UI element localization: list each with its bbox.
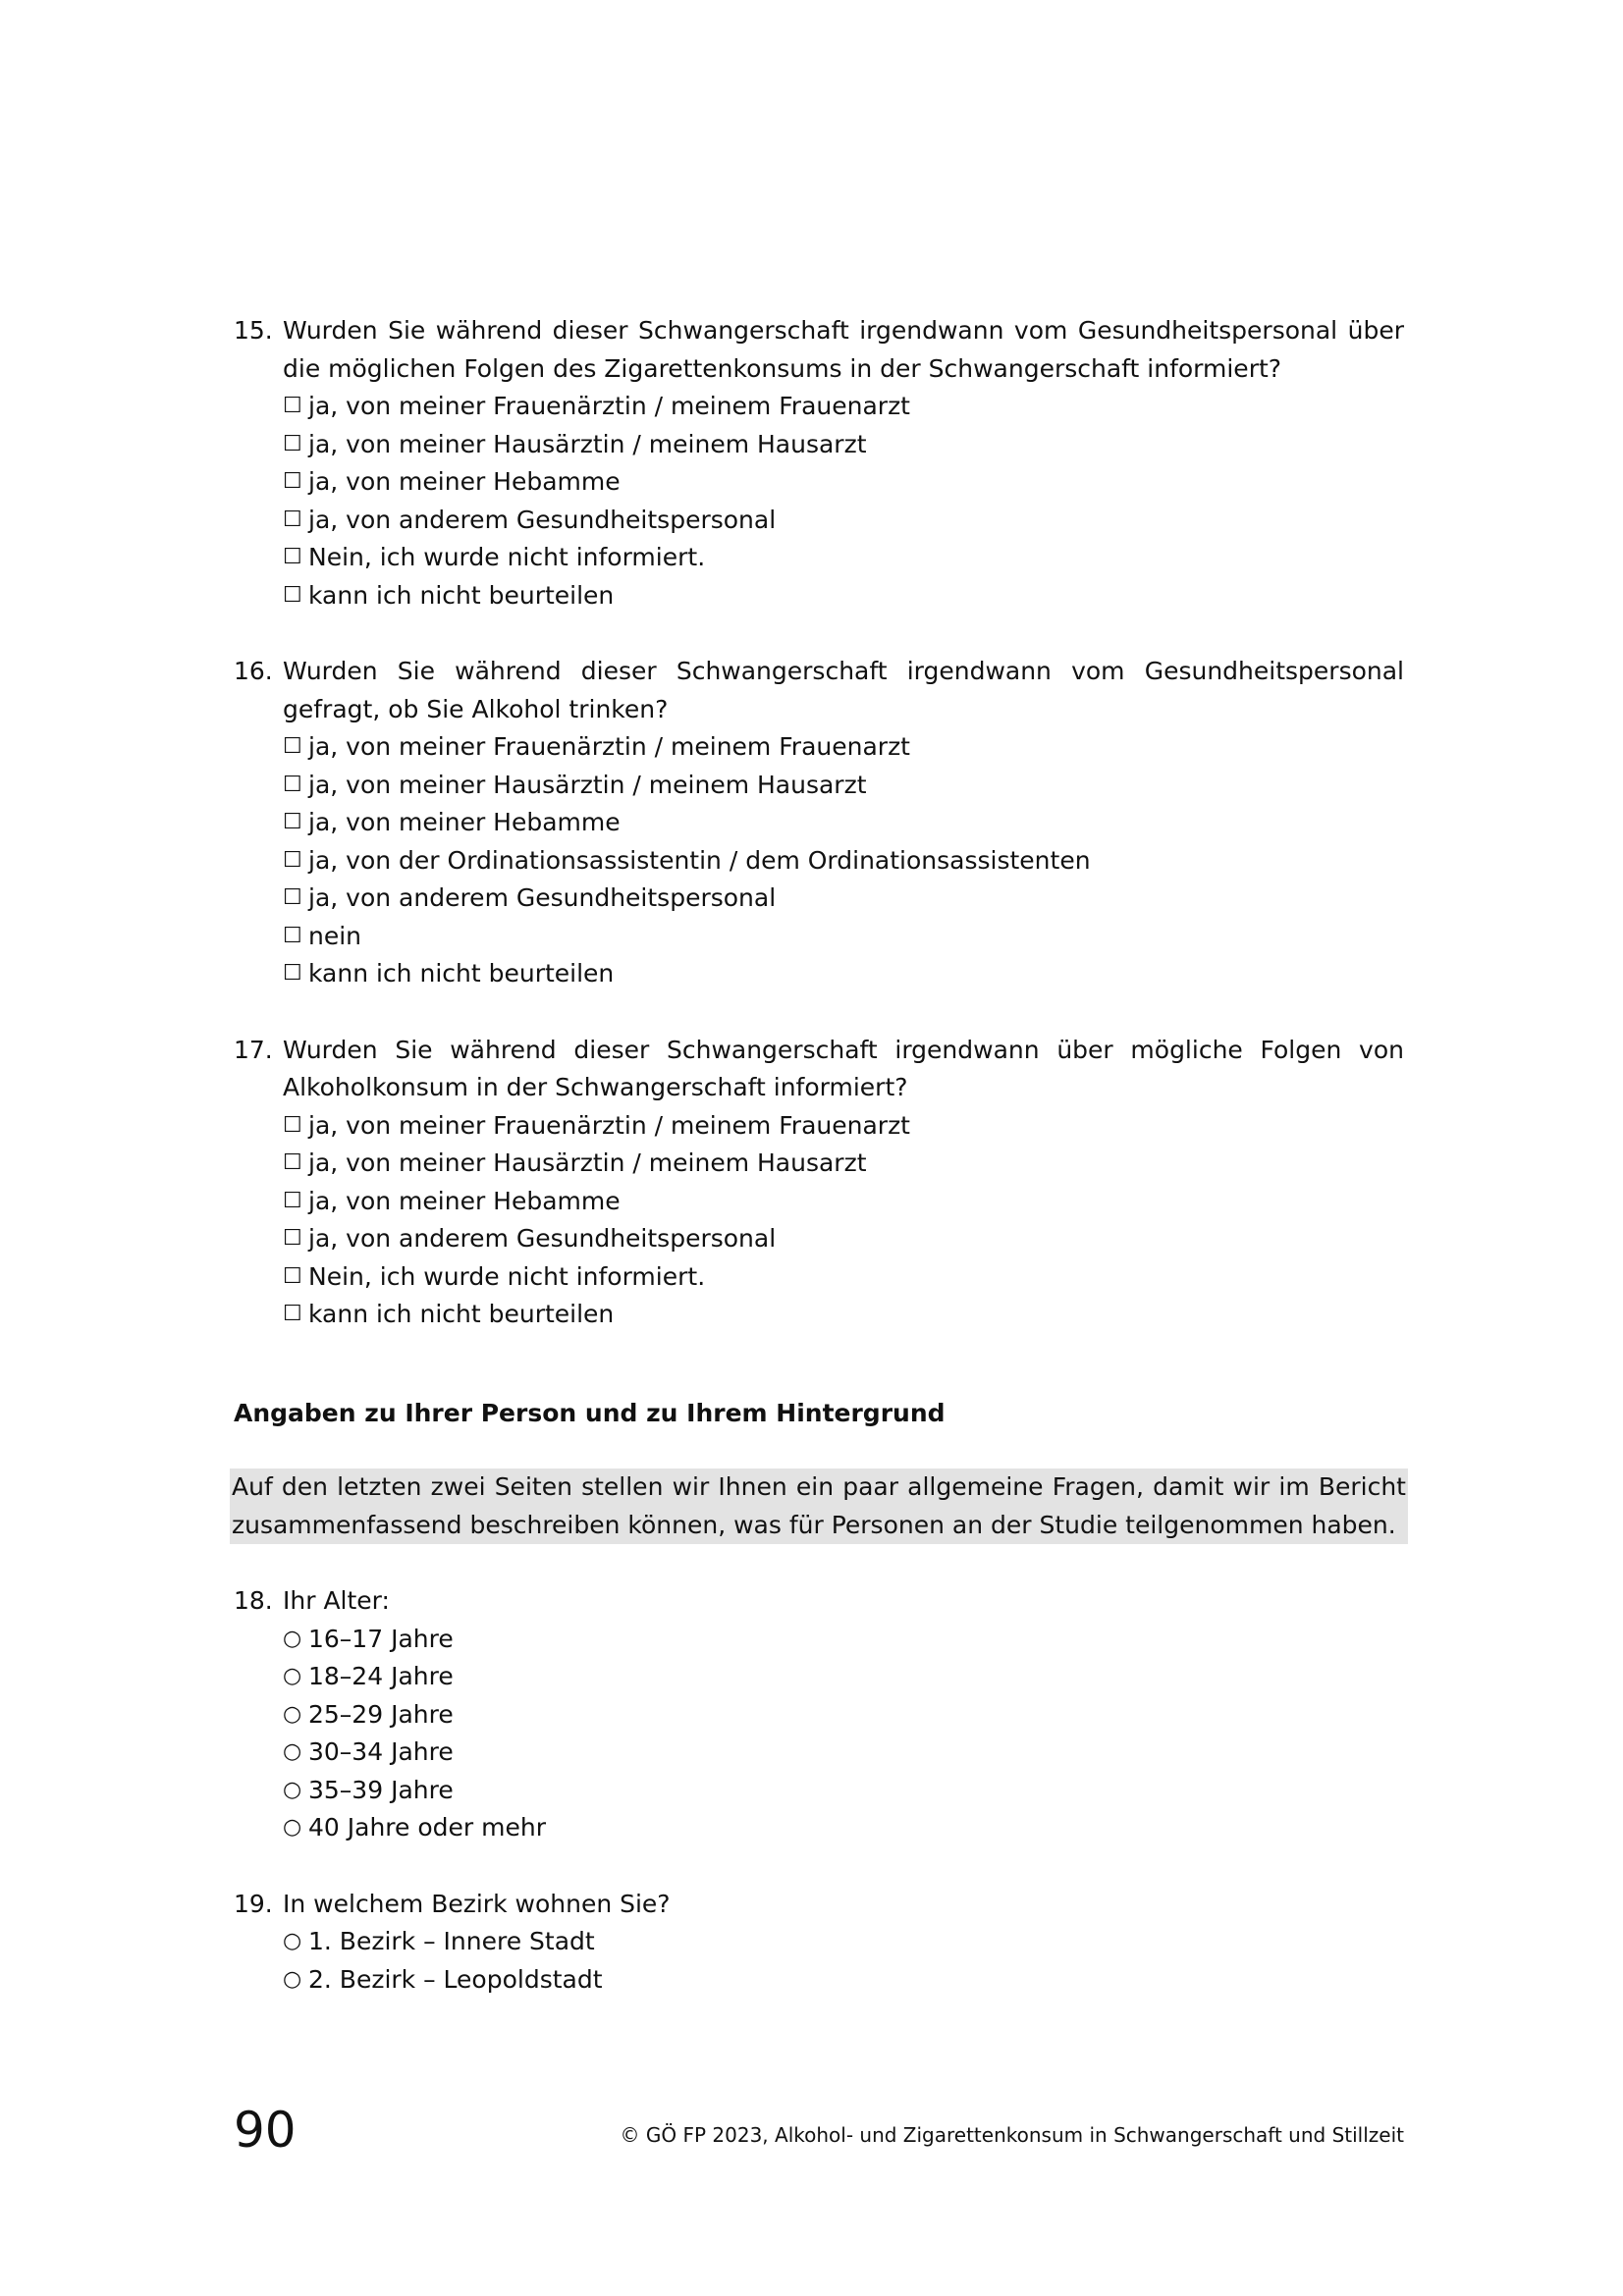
option-label: 2. Bezirk – Leopoldstadt (308, 1964, 603, 1994)
checkbox-icon[interactable]: ☐ (283, 923, 302, 948)
checkbox-option[interactable] (283, 463, 1404, 502)
footer-copyright: © GÖ FP 2023, Alkohol- und Zigarettenkonsum in Schwangerschaft und Stillzeit (620, 2123, 1404, 2147)
checkbox-option[interactable] (283, 1220, 1404, 1258)
question-15 (234, 312, 1404, 614)
checkbox-icon[interactable]: ☐ (283, 734, 302, 759)
options-list (283, 1621, 1404, 1847)
question-text: Ihr Alter: (283, 1586, 390, 1615)
options-list (283, 1107, 1404, 1334)
option-label: ja, von meiner Hebamme (308, 1186, 621, 1215)
option-label: 25–29 Jahre (308, 1699, 454, 1729)
option-label: 30–34 Jahre (308, 1737, 454, 1766)
checkbox-option[interactable] (283, 955, 1404, 993)
checkbox-icon[interactable]: ☐ (283, 1263, 302, 1289)
option-label: 1. Bezirk – Innere Stadt (308, 1927, 595, 1955)
radio-option[interactable] (283, 1658, 1404, 1696)
question-number: 15. (234, 316, 273, 345)
option-label: 18–24 Jahre (308, 1662, 454, 1690)
option-label: ja, von meiner Frauenärztin / meinem Frauenarzt (308, 1110, 910, 1140)
radio-option[interactable] (283, 1961, 1404, 2000)
checkbox-option[interactable] (283, 1107, 1404, 1146)
radio-icon[interactable]: ○ (283, 1777, 302, 1802)
checkbox-icon[interactable]: ☐ (283, 1226, 302, 1251)
page-content (234, 312, 1404, 2037)
option-label: kann ich nicht beurteilen (308, 959, 615, 988)
radio-option[interactable] (283, 1809, 1404, 1847)
option-label: kann ich nicht beurteilen (308, 580, 615, 610)
checkbox-icon[interactable]: ☐ (283, 1188, 302, 1213)
option-label: ja, von meiner Frauenärztin / meinem Frauenarzt (308, 392, 910, 420)
checkbox-icon[interactable]: ☐ (283, 469, 302, 494)
option-label: 16–17 Jahre (308, 1624, 454, 1653)
radio-icon[interactable]: ○ (283, 1701, 302, 1727)
checkbox-icon[interactable]: ☐ (283, 545, 302, 569)
question-text: Wurden Sie während dieser Schwangerschaft irgendwann über mögliche Folgen von Alkoholkonsum in der Schwangerschaft informiert? (283, 1035, 1404, 1101)
question-number: 18. (234, 1586, 273, 1615)
question-text: Wurden Sie während dieser Schwangerschaft irgendwann vom Gesundheitspersonal über die möglichen Folgen des Zigarettenkonsums in der Schwangerschaft informiert? (283, 316, 1404, 383)
checkbox-option[interactable] (283, 502, 1404, 540)
radio-icon[interactable]: ○ (283, 1626, 302, 1651)
radio-option[interactable] (283, 1772, 1404, 1810)
option-label: ja, von anderem Gesundheitspersonal (308, 505, 777, 534)
radio-icon[interactable]: ○ (283, 1664, 302, 1688)
checkbox-option[interactable] (283, 1183, 1404, 1221)
option-label: Nein, ich wurde nicht informiert. (308, 1261, 706, 1291)
checkbox-icon[interactable]: ☐ (283, 772, 302, 797)
checkbox-icon[interactable]: ☐ (283, 810, 302, 834)
question-19 (234, 1886, 1404, 2000)
question-17 (234, 1032, 1404, 1334)
option-label: ja, von anderem Gesundheitspersonal (308, 1224, 777, 1253)
info-box: Auf den letzten zwei Seiten stellen wir Ihnen ein paar allgemeine Fragen, damit wir im Bericht zusammenfassend beschreiben können, was für Personen an der Studie teilgenommen haben. (230, 1468, 1408, 1544)
option-label: ja, von anderem Gesundheitspersonal (308, 883, 777, 912)
radio-icon[interactable]: ○ (283, 1929, 302, 1953)
option-label: ja, von meiner Frauenärztin / meinem Frauenarzt (308, 732, 910, 761)
question-number: 16. (234, 657, 273, 685)
checkbox-icon[interactable]: ☐ (283, 847, 302, 873)
checkbox-icon[interactable]: ☐ (283, 507, 302, 532)
checkbox-option[interactable] (283, 1296, 1404, 1334)
radio-option[interactable] (283, 1923, 1404, 1961)
question-text: Wurden Sie während dieser Schwangerschaft irgendwann vom Gesundheitspersonal gefragt, ob Sie Alkohol trinken? (283, 657, 1404, 723)
radio-icon[interactable]: ○ (283, 1815, 302, 1840)
options-list (283, 728, 1404, 993)
page-number: 90 (234, 2102, 297, 2159)
checkbox-option[interactable] (283, 728, 1404, 767)
checkbox-option[interactable] (283, 1258, 1404, 1297)
radio-option[interactable] (283, 1621, 1404, 1659)
checkbox-icon[interactable]: ☐ (283, 885, 302, 910)
question-text: In welchem Bezirk wohnen Sie? (283, 1889, 671, 1918)
radio-option[interactable] (283, 1734, 1404, 1772)
checkbox-icon[interactable]: ☐ (283, 1302, 302, 1326)
checkbox-option[interactable] (283, 539, 1404, 577)
question-16 (234, 653, 1404, 993)
question-18 (234, 1582, 1404, 1847)
option-label: 40 Jahre oder mehr (308, 1813, 546, 1842)
question-number: 19. (234, 1889, 273, 1918)
option-label: ja, von meiner Hebamme (308, 808, 621, 836)
options-list (283, 1923, 1404, 1999)
option-label: nein (308, 921, 362, 950)
options-list (283, 388, 1404, 614)
radio-icon[interactable]: ○ (283, 1966, 302, 1992)
checkbox-option[interactable] (283, 880, 1404, 918)
checkbox-option[interactable] (283, 388, 1404, 426)
option-label: ja, von meiner Hausärztin / meinem Hausarzt (308, 770, 867, 799)
checkbox-icon[interactable]: ☐ (283, 1112, 302, 1138)
option-label: 35–39 Jahre (308, 1775, 454, 1804)
radio-icon[interactable]: ○ (283, 1739, 302, 1764)
checkbox-option[interactable] (283, 577, 1404, 615)
checkbox-option[interactable] (283, 918, 1404, 956)
option-label: ja, von meiner Hebamme (308, 467, 621, 496)
option-label: ja, von der Ordinationsassistentin / dem Ordinationsassistenten (308, 845, 1091, 875)
checkbox-option[interactable] (283, 804, 1404, 842)
option-label: kann ich nicht beurteilen (308, 1300, 615, 1328)
checkbox-icon[interactable]: ☐ (283, 394, 302, 418)
checkbox-icon[interactable]: ☐ (283, 431, 302, 456)
checkbox-icon[interactable]: ☐ (283, 582, 302, 608)
option-label: ja, von meiner Hausärztin / meinem Hausarzt (308, 429, 867, 458)
option-label: Nein, ich wurde nicht informiert. (308, 543, 706, 571)
checkbox-option[interactable] (283, 1145, 1404, 1183)
section-title: Angaben zu Ihrer Person und zu Ihrem Hintergrund (234, 1398, 946, 1427)
checkbox-option[interactable] (283, 767, 1404, 805)
checkbox-icon[interactable]: ☐ (283, 1150, 302, 1175)
radio-option[interactable] (283, 1696, 1404, 1735)
checkbox-option[interactable] (283, 426, 1404, 464)
checkbox-option[interactable] (283, 842, 1404, 881)
question-number: 17. (234, 1035, 273, 1064)
option-label: ja, von meiner Hausärztin / meinem Hausarzt (308, 1148, 867, 1177)
checkbox-icon[interactable]: ☐ (283, 961, 302, 986)
